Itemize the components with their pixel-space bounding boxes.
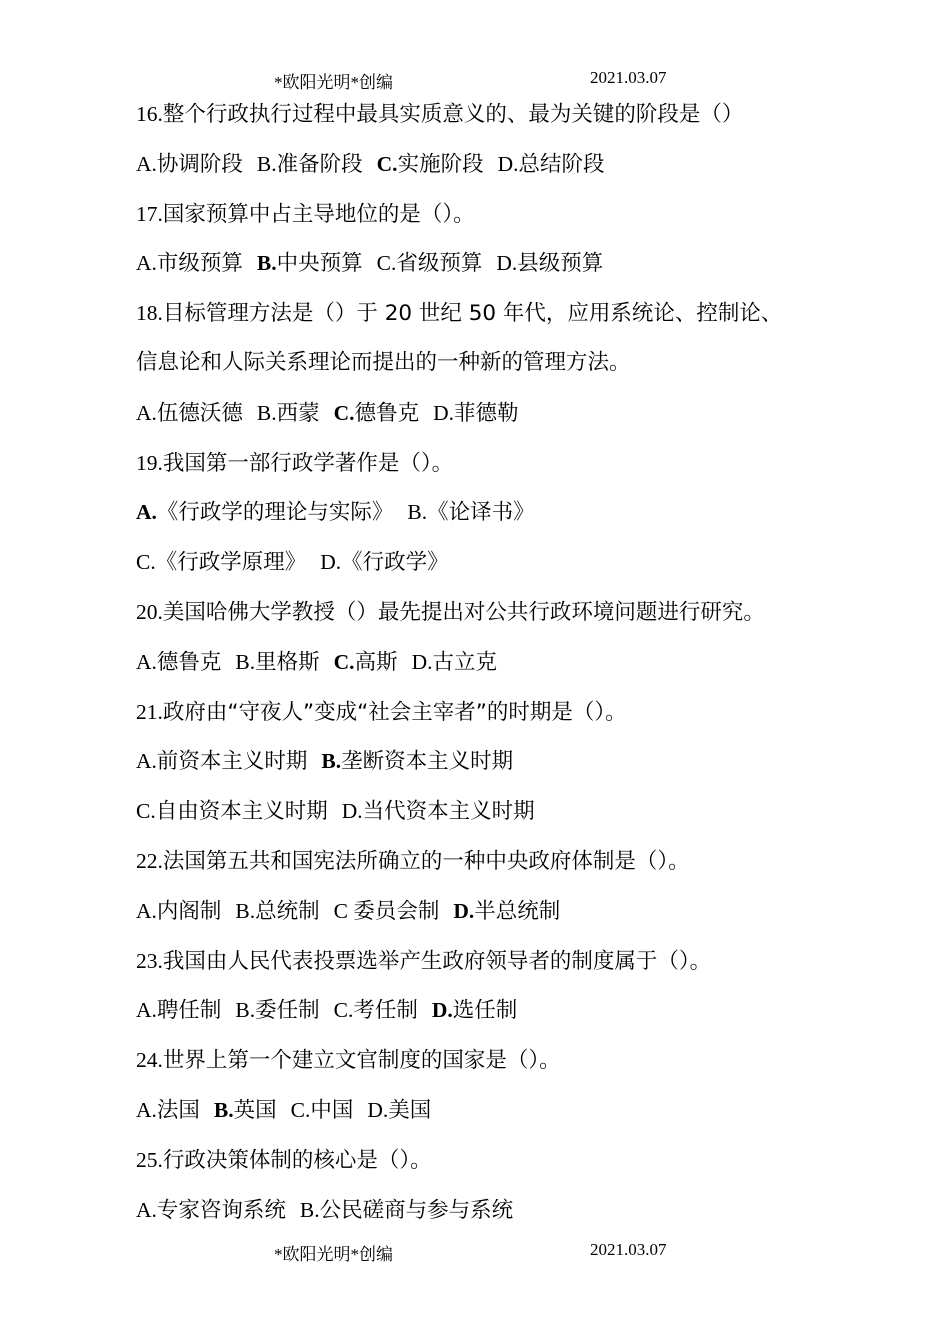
- question-number: 19.: [136, 450, 163, 475]
- option-letter: C.: [376, 251, 397, 276]
- answer-option: [377, 245, 483, 282]
- question-number: 20.: [136, 599, 163, 624]
- option-text: 当代资本主义时期: [362, 799, 535, 825]
- correct-option-letter: D.: [453, 898, 475, 923]
- option-letter: A.: [136, 1097, 157, 1122]
- option-text: 古立克: [432, 649, 497, 675]
- question-number: 17.: [136, 201, 163, 226]
- answer-option: [235, 992, 319, 1029]
- answer-option: [432, 992, 517, 1029]
- question-number: 21.: [136, 699, 163, 724]
- answer-option: [136, 1092, 200, 1129]
- option-text: 市级预算: [156, 251, 243, 277]
- option-letter: D.: [497, 151, 519, 176]
- question-number: 24.: [136, 1048, 163, 1073]
- question-text: 我国由人民代表投票选举产生政府领导者的制度属于（）。: [162, 948, 712, 974]
- option-text: 中央预算: [276, 251, 363, 277]
- option-letter: B.: [235, 998, 256, 1023]
- option-text: 西蒙: [276, 400, 320, 426]
- answer-option: [496, 245, 603, 282]
- answer-option: [136, 1192, 286, 1229]
- option-letter: C.: [136, 799, 156, 824]
- option-text: 垄断资本主义时期: [341, 749, 514, 775]
- question-line: [136, 694, 856, 744]
- answer-option: [433, 395, 518, 432]
- answer-option: [235, 644, 319, 681]
- answer-option: [136, 793, 328, 830]
- answer-option: [334, 395, 419, 432]
- correct-option-letter: B.: [321, 749, 342, 774]
- question-number: 23.: [136, 948, 163, 973]
- answer-option: [235, 893, 319, 930]
- answer-option: [407, 494, 534, 531]
- answer-option: [136, 644, 221, 681]
- option-text: 总结阶段: [518, 151, 605, 177]
- correct-option-letter: A.: [136, 500, 157, 525]
- options-line: [136, 992, 856, 1042]
- options-line: [136, 494, 856, 544]
- correct-option-letter: C.: [376, 151, 398, 176]
- option-letter: D.: [496, 251, 518, 276]
- question-text: 目标管理方法是（）于 20 世纪 50 年代，应用系统论、控制论、: [162, 301, 783, 327]
- option-text: 县级预算: [517, 251, 604, 277]
- option-letter: C.: [136, 550, 156, 575]
- option-text: 《行政学》: [341, 550, 449, 576]
- correct-option-letter: B.: [213, 1097, 234, 1122]
- answer-option: [257, 146, 363, 183]
- option-text: 选任制: [452, 998, 518, 1024]
- answer-option: [214, 1092, 277, 1129]
- question-line: [136, 445, 856, 495]
- option-text: 《行政学原理》: [155, 550, 307, 576]
- header-date: 2021.03.07: [590, 68, 667, 87]
- question-text: 我国第一部行政学著作是（）。: [162, 450, 454, 476]
- options-line: [136, 245, 856, 295]
- answer-option: [320, 544, 448, 581]
- option-text: 专家咨询系统: [156, 1197, 286, 1223]
- option-letter: C.: [290, 1097, 311, 1122]
- option-text: 美国: [388, 1097, 432, 1123]
- option-letter: A.: [136, 400, 157, 425]
- answer-option: [136, 992, 221, 1029]
- answer-option: [136, 146, 243, 183]
- answer-option: [377, 146, 484, 183]
- question-list: [136, 96, 856, 1241]
- question-text: 世界上第一个建立文官制度的国家是（）。: [162, 1048, 561, 1074]
- question-line: [136, 943, 856, 993]
- answer-option: [291, 1092, 354, 1129]
- question-text: 美国哈佛大学教授（）最先提出对公共行政环境问题进行研究。: [162, 599, 765, 625]
- correct-option-letter: B.: [256, 251, 277, 276]
- answer-option: [453, 893, 560, 930]
- answer-option: [136, 893, 221, 930]
- footer-date: 2021.03.07: [590, 1240, 667, 1259]
- option-letter: A.: [136, 151, 157, 176]
- option-letter: A.: [136, 649, 157, 674]
- answer-option: [136, 743, 307, 780]
- option-text: 半总统制: [474, 898, 561, 924]
- answer-option: [321, 743, 513, 780]
- option-letter: D.: [341, 799, 363, 824]
- option-text: 实施阶段: [397, 151, 484, 177]
- options-line: [136, 743, 856, 793]
- option-text: 内阁制: [156, 898, 222, 924]
- answer-option: [300, 1192, 513, 1229]
- option-letter: D.: [320, 550, 342, 575]
- option-text: 自由资本主义时期: [155, 799, 328, 825]
- question-line: [136, 295, 856, 345]
- option-text: 中国: [310, 1097, 354, 1123]
- option-letter: B.: [299, 1197, 320, 1222]
- option-text: 总统制: [255, 898, 320, 924]
- option-text: 准备阶段: [276, 151, 363, 177]
- answer-option: [498, 146, 605, 183]
- option-text: 委员会制: [353, 898, 440, 924]
- option-text: 里格斯: [255, 649, 320, 675]
- option-text: 考任制: [353, 998, 418, 1024]
- option-text: 英国: [233, 1097, 277, 1123]
- answer-option: [136, 245, 243, 282]
- option-letter: A.: [136, 251, 157, 276]
- options-line: [136, 644, 856, 694]
- options-line: [136, 793, 856, 843]
- option-text: 法国: [156, 1097, 200, 1123]
- question-number: 16.: [136, 102, 163, 126]
- options-line: [136, 146, 856, 196]
- question-text: 行政决策体制的核心是（）。: [162, 1147, 432, 1173]
- question-line: [136, 843, 856, 893]
- question-text: 政府由“守夜人”变成“社会主宰者”的时期是（）。: [162, 699, 627, 725]
- question-line: [136, 345, 856, 395]
- option-letter: D.: [433, 400, 454, 425]
- option-letter: A.: [136, 749, 157, 774]
- answer-option: [257, 395, 320, 432]
- answer-option: [367, 1092, 431, 1129]
- answer-option: [334, 893, 440, 930]
- option-letter: A.: [136, 898, 157, 923]
- option-letter: C: [333, 898, 354, 923]
- option-letter: D.: [411, 649, 433, 674]
- answer-option: [334, 644, 398, 681]
- options-line: [136, 544, 856, 594]
- option-text: 公民磋商与参与系统: [319, 1197, 514, 1223]
- option-text: 委任制: [255, 998, 320, 1024]
- option-text: 高斯: [354, 649, 398, 675]
- option-letter: A.: [136, 998, 157, 1023]
- question-number: 18.: [136, 301, 163, 326]
- question-number: 22.: [136, 848, 163, 873]
- footer-author: *欧阳光明*创编: [274, 1245, 393, 1264]
- question-line: [136, 96, 856, 146]
- option-letter: B.: [256, 400, 277, 425]
- answer-option: [334, 992, 418, 1029]
- question-text: 法国第五共和国宪法所确立的一种中央政府体制是（）。: [162, 848, 690, 874]
- options-line: [136, 1192, 856, 1242]
- option-letter: D.: [367, 1097, 389, 1122]
- answer-option: [136, 544, 306, 581]
- option-letter: B.: [407, 500, 428, 525]
- option-text: 聘任制: [156, 998, 222, 1024]
- answer-option: [342, 793, 535, 830]
- correct-option-letter: D.: [431, 998, 453, 1023]
- option-text: 《行政学的理论与实际》: [156, 500, 394, 526]
- option-letter: C.: [333, 998, 354, 1023]
- answer-option: [136, 494, 393, 531]
- options-line: [136, 1092, 856, 1142]
- question-text: 信息论和人际关系理论而提出的一种新的管理方法。: [136, 349, 631, 375]
- header-author: *欧阳光明*创编: [274, 73, 393, 92]
- option-text: 伍德沃德: [156, 400, 243, 426]
- option-text: 协调阶段: [156, 151, 243, 177]
- question-text: 整个行政执行过程中最具实质意义的、最为关键的阶段是（）: [162, 102, 744, 127]
- option-letter: B.: [256, 151, 277, 176]
- correct-option-letter: C.: [333, 649, 355, 674]
- option-text: 德鲁克: [354, 400, 420, 426]
- options-line: [136, 893, 856, 943]
- option-text: 菲德勒: [453, 400, 519, 426]
- answer-option: [136, 395, 243, 432]
- option-text: 前资本主义时期: [156, 749, 308, 775]
- answer-option: [412, 644, 497, 681]
- question-line: [136, 1042, 856, 1092]
- option-text: 《论译书》: [427, 500, 535, 526]
- option-text: 德鲁克: [156, 649, 222, 675]
- option-letter: A.: [136, 1197, 157, 1222]
- option-letter: B.: [235, 898, 256, 923]
- options-line: [136, 395, 856, 445]
- question-line: [136, 196, 856, 246]
- question-number: 25.: [136, 1147, 163, 1172]
- option-text: 省级预算: [396, 251, 483, 277]
- option-letter: B.: [235, 649, 256, 674]
- question-line: [136, 594, 856, 644]
- question-text: 国家预算中占主导地位的是（）。: [162, 201, 475, 227]
- answer-option: [257, 245, 363, 282]
- correct-option-letter: C.: [333, 400, 355, 425]
- question-line: [136, 1142, 856, 1192]
